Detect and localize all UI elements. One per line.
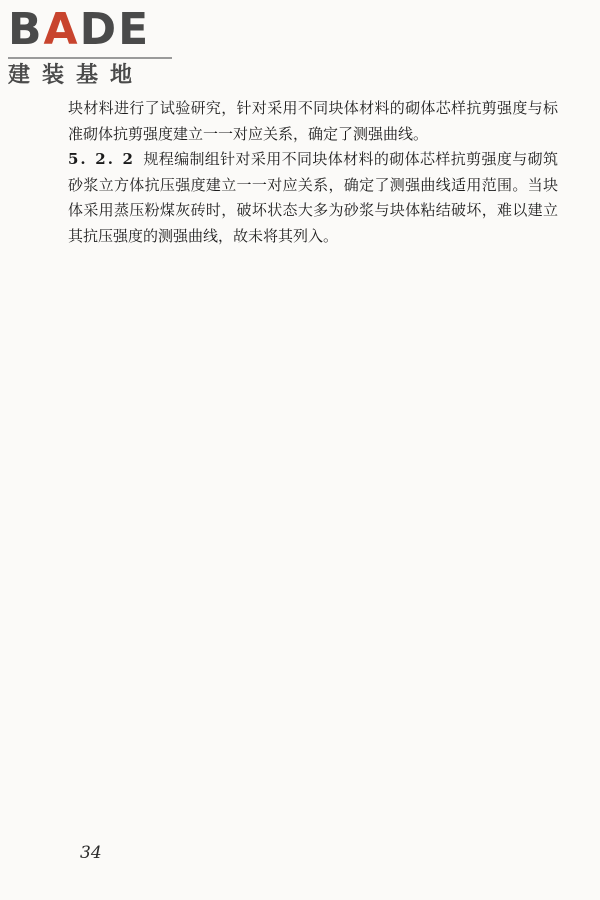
logo-subtitle: 建装基地 — [8, 63, 145, 88]
bade-logo — [6, 4, 176, 90]
logo-wordmark — [8, 4, 150, 56]
clause-5-2-2 — [68, 147, 558, 249]
paragraph-continuation: 块材料进行了试验研究，针对采用不同块体材料的砌体芯样抗剪强度与标准砌体抗剪强度建立一一对应关系，确定了测强曲线。 — [68, 99, 558, 143]
page-content — [68, 96, 558, 249]
logo-letter-d: D — [79, 4, 119, 55]
page-number: 34 — [80, 843, 102, 863]
clause-number: 5. 2. 2 — [68, 150, 135, 168]
logo-letter-a: A — [43, 4, 80, 55]
logo-letter-e: E — [118, 4, 151, 55]
logo-divider — [8, 57, 172, 59]
logo-letter-b: B — [8, 4, 44, 55]
clause-text: 规程编制组针对采用不同块体材料的砌体芯样抗剪强度与砌筑砂浆立方体抗压强度建立一一对应关系，确定了测强曲线适用范围。当块体采用蒸压粉煤灰砖时，破坏状态大多为砂浆与块体粘结破坏，难以建立其抗压强度的测强曲线，故未将其列入。 — [68, 150, 558, 245]
